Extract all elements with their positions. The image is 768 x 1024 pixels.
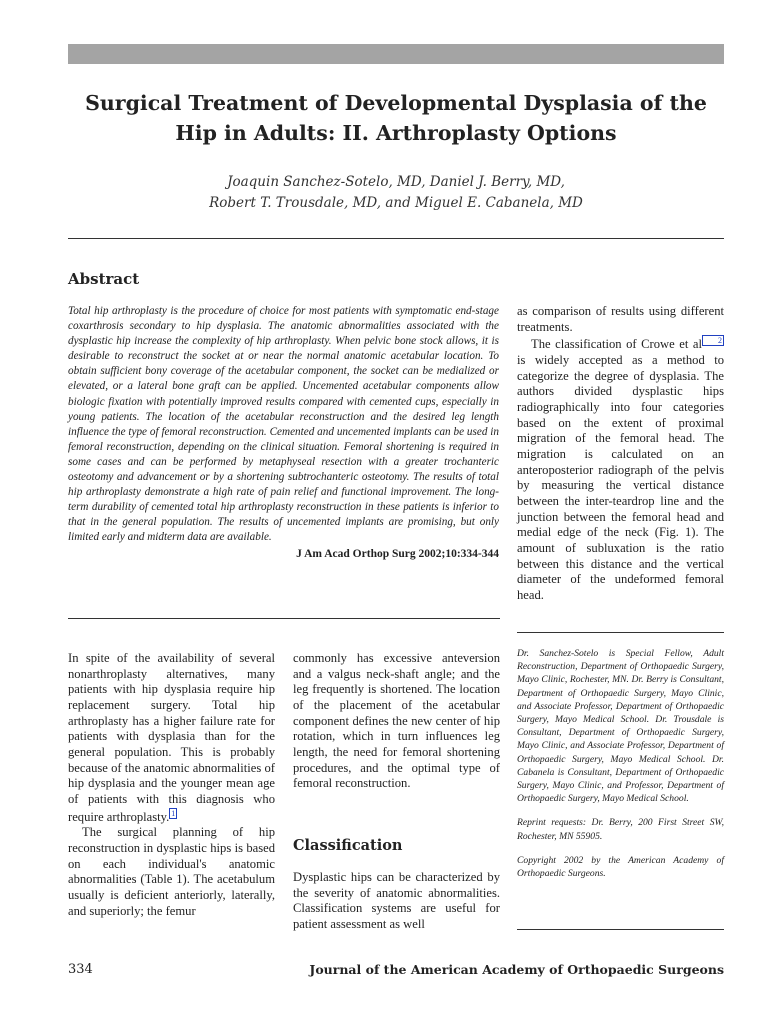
paragraph [517, 335, 724, 603]
abstract-text: Total hip arthroplasty is the procedure of choice for most patients with symptomatic end-stage coxarthrosis secondary to hip dysplasia. The anatomic abnormalities associated with the dysplastic hip increase the complexity of hip arthroplasty. When pelvic bone stock allows, it is desirable to reconstruct the socket at or near the normal anatomic acetabular location. To obtain sufficient bony coverage of the acetabular component, the socket can be medialized or elevated, or a lateral bone graft can be applied. Uncemented acetabular components allow biologic fixation with potentially improved results compared with cemented cups, especially in young patients. The location of the acetabular reconstruction and the desired leg length influence the type of femoral reconstruction. Cemented and uncemented implants can be used in femoral reconstruction, depending on the clinical situation. Femoral shortening is required in some cases and can be performed by metaphyseal resection with a greater trochanteric osteotomy and advancement or by a shortening subtrochanteric osteotomy. The results of total hip arthroplasty demonstrate a high rate of pain relief and functional improvement. The long-term durability of cemented total hip arthroplasty reconstruction in these patients is inferior to that in the general population. The results of uncemented implants are promising, but only limited early and midterm data are available. [68, 305, 499, 544]
paragraph: The surgical planning of hip reconstruction in dysplastic hips is based on each individual's anatomic abnormalities (Table 1). The acetabulum usually is deficient anteriorly, laterally, and superiorly; the femur [68, 825, 275, 918]
header-bar [68, 44, 724, 64]
body-left-column [68, 651, 275, 919]
reference-link[interactable]: 1 [171, 808, 176, 818]
intro-right-column [517, 304, 724, 604]
body-middle-column [293, 651, 500, 792]
body-middle-column-lower [293, 870, 500, 933]
paragraph-text: In spite of the availability of several nonarthroplasty alternatives, many patients with hip dysplasia require hip replacement surgery. Total hip arthroplasty has a higher failure rate for patients with dysplasia than for the general population. This is probably because of the anatomic abnormalities of hip dysplasia and the younger mean age of patients with this diagnosis who require arthroplasty. [68, 651, 275, 824]
author-affiliations [517, 647, 724, 891]
author-list [68, 172, 724, 214]
paragraph-text: is widely accepted as a method to categorize the degree of dysplasia. The authors divided dysplastic hips radiographically into four categories based on the extent of proximal migration of the femoral head. The migration is calculated on an anteroposterior radiograph of the pelvis by measuring the vertical distance between the inter-teardrop line and the junction between the femoral head and medial edge of the neck (Fig. 1). The amount of subluxation is the ratio between this distance and the vertical diameter of the undeformed femoral head. [517, 353, 724, 602]
authors-line-2: Robert T. Trousdale, MD, and Miguel E. Cabanela, MD [209, 195, 583, 211]
paragraph-text: The classification of Crowe et al [531, 337, 702, 352]
article-title [68, 88, 724, 148]
abstract-heading: Abstract [68, 270, 140, 288]
copyright-notice: Copyright 2002 by the American Academy of Orthopaedic Surgeons. [517, 854, 724, 880]
paragraph: Dysplastic hips can be characterized by the severity of anatomic abnormalities. Classification systems are useful for patient assessment as well [293, 870, 500, 931]
page-number: 334 [68, 962, 93, 977]
journal-citation: J Am Acad Orthop Surg 2002;10:334-344 [296, 547, 499, 560]
divider-top [68, 238, 724, 239]
divider-affiliations-bottom [517, 929, 724, 930]
divider-abstract-bottom [68, 618, 500, 619]
authors-line-1: Joaquin Sanchez-Sotelo, MD, Daniel J. Berry, MD, [227, 174, 565, 190]
section-heading-classification: Classification [293, 837, 403, 854]
reprint-requests: Reprint requests: Dr. Berry, 200 First Street SW, Rochester, MN 55905. [517, 817, 724, 842]
divider-affiliations-top [517, 632, 724, 633]
affiliation-text: Dr. Sanchez-Sotelo is Special Fellow, Adult Reconstruction, Department of Orthopaedic Surgery, Mayo Clinic, Rochester, MN. Dr. Berry is Consultant, Department of Orthopaedic Surgery, Mayo Clinic, and Associate Professor, Department of Orthopaedic Surgery, Mayo Medical School. Dr. Trousdale is Consultant, Department of Orthopaedic Surgery, Mayo Clinic, and Associate Professor, Department of Orthopaedic Surgery, Mayo Medical School. Dr. Cabanela is Consultant, Department of Orthopaedic Surgery, Mayo Clinic, and Professor, Department of Orthopaedic Surgery, Mayo Medical School. [517, 648, 724, 805]
title-line-2: Hip in Adults: II. Arthroplasty Options [175, 121, 617, 145]
abstract-body [68, 304, 499, 562]
journal-name: Journal of the American Academy of Orthopaedic Surgeons [309, 962, 724, 977]
reference-link[interactable]: 2 [702, 335, 724, 346]
paragraph [68, 651, 275, 825]
title-line-1: Surgical Treatment of Developmental Dysplasia of the [85, 91, 707, 115]
paragraph: as comparison of results using different treatments. [517, 304, 724, 334]
paragraph: commonly has excessive anteversion and a valgus neck-shaft angle; and the leg frequently is shortened. The location of the placement of the acetabular component defines the new center of hip rotation, which in turn influences leg length, the need for femoral shortening procedures, and the optimal type of femoral reconstruction. [293, 651, 500, 791]
